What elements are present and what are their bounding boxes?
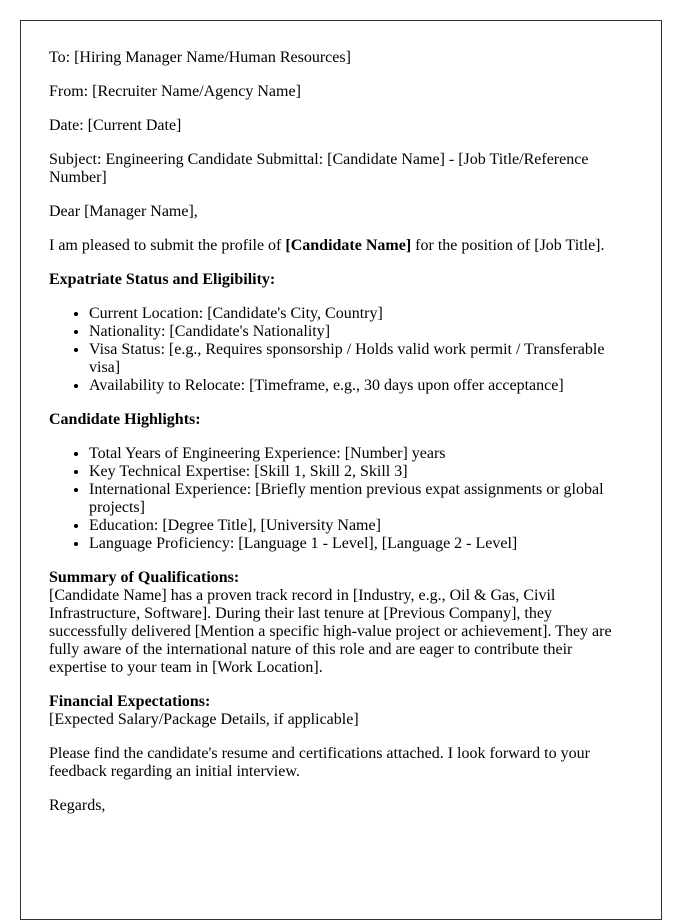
date-line: Date: [Current Date] (49, 117, 182, 134)
list-item: • Education: [Degree Title], [University Name] (89, 517, 633, 535)
financial-heading: Financial Expectations: (49, 693, 211, 710)
list-item: • Current Location: [Candidate's City, Country] (89, 305, 633, 323)
highlights-list (49, 445, 633, 553)
to-line: To: [Hiring Manager Name/Human Resources] (49, 49, 351, 66)
expatriate-heading: Expatriate Status and Eligibility: (49, 271, 276, 288)
intro-paragraph (49, 237, 633, 255)
expatriate-list (49, 305, 633, 395)
subject-line: Subject: Engineering Candidate Submittal: [Candidate Name] - [Job Title/Reference Number] (49, 151, 589, 186)
summary-body: [Candidate Name] has a proven track record in [Industry, e.g., Oil & Gas, Civil Infrastructure, Software]. During their last tenure at [Previous Company], they successfully delivered [Mention a specific high-value project or achievement]. They are fully aware of the international nature of this role and are eager to contribute their expertise to your team in [Work Location]. (49, 587, 612, 676)
list-item: • Availability to Relocate: [Timeframe, e.g., 30 days upon offer acceptance] (89, 377, 633, 395)
document-viewport (20, 20, 662, 814)
financial-body: [Expected Salary/Package Details, if applicable] (49, 711, 359, 728)
summary-heading: Summary of Qualifications: (49, 569, 240, 586)
list-item: • International Experience: [Briefly mention previous expat assignments or global projects] (89, 481, 633, 517)
salutation: Dear [Manager Name], (49, 203, 198, 220)
letter-document (20, 20, 662, 920)
intro-candidate-name: [Candidate Name] (285, 237, 412, 254)
intro-text-before: I am pleased to submit the profile of (49, 237, 286, 254)
signoff: Regards, (49, 797, 106, 814)
closing-paragraph: Please find the candidate's resume and certifications attached. I look forward to your feedback regarding an initial interview. (49, 745, 590, 780)
list-item: • Visa Status: [e.g., Requires sponsorship / Holds valid work permit / Transferable visa] (89, 341, 633, 377)
highlights-heading: Candidate Highlights: (49, 411, 201, 428)
list-item: • Nationality: [Candidate's Nationality] (89, 323, 633, 341)
from-line: From: [Recruiter Name/Agency Name] (49, 83, 301, 100)
intro-text-after: for the position of [Job Title]. (411, 237, 605, 254)
list-item: • Total Years of Engineering Experience: [Number] years (89, 445, 633, 463)
list-item: • Language Proficiency: [Language 1 - Level], [Language 2 - Level] (89, 535, 633, 553)
list-item: • Key Technical Expertise: [Skill 1, Skill 2, Skill 3] (89, 463, 633, 481)
